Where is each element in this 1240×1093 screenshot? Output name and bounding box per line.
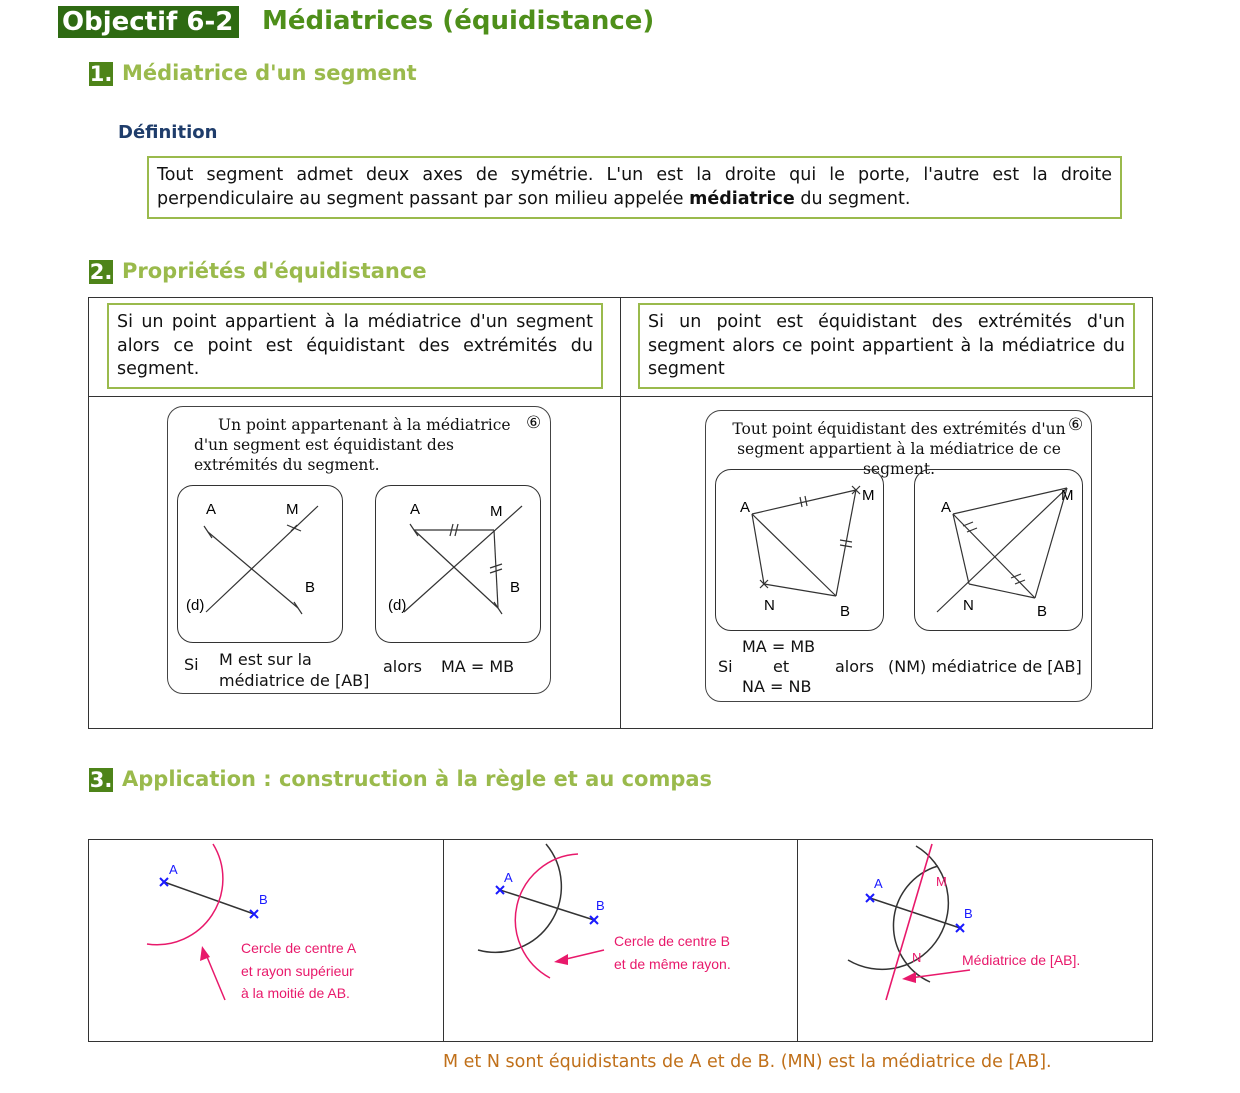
step1-label-b: B bbox=[259, 892, 268, 907]
property-direct: Si un point appartient à la médiatrice d'un segment alors ce point est équidistant des extrémités du segment. bbox=[107, 303, 603, 389]
figure-reciprocal-hyp1: MA = MB bbox=[742, 637, 816, 656]
definition-label: Définition bbox=[118, 122, 218, 143]
figure-reciprocal-2-label-a: A bbox=[941, 499, 952, 516]
figure-reciprocal-label-n: N bbox=[764, 597, 775, 614]
figure-reciprocal-label-m: M bbox=[862, 487, 875, 504]
step3-label-m: M bbox=[936, 874, 947, 889]
figure-direct-hyp-line2: médiatrice de [AB] bbox=[219, 671, 370, 690]
construction-conclusion: M et N sont équidistants de A et de B. (MN) est la médiatrice de [AB]. bbox=[443, 1052, 1052, 1072]
step1-text-line1: Cercle de centre A bbox=[241, 940, 357, 956]
figure-direct-2-label-m: M bbox=[490, 503, 503, 520]
step2-text-line2: et de même rayon. bbox=[614, 956, 731, 972]
step1-text-line2: et rayon supérieur bbox=[241, 963, 354, 979]
figure-direct-2-label-b: B bbox=[510, 579, 521, 596]
step1-text-line3: à la moitié de AB. bbox=[241, 985, 350, 1001]
step2-text-line1: Cercle de centre B bbox=[614, 933, 730, 949]
figure-direct-label-b: B bbox=[305, 579, 316, 596]
figure-reciprocal-sketch-1 bbox=[715, 469, 884, 631]
figure-reciprocal-hyp2: NA = NB bbox=[742, 677, 812, 696]
figure-direct-2-label-a: A bbox=[410, 501, 421, 518]
figure-direct-si: Si bbox=[184, 655, 199, 674]
figure-reciprocal-sketch-2 bbox=[914, 469, 1083, 631]
step3-text-line1: Médiatrice de [AB]. bbox=[962, 952, 1081, 968]
property-reciprocal: Si un point est équidistant des extrémités d'un segment alors ce point appartient à la médiatrice du segment bbox=[638, 303, 1135, 389]
figure-reciprocal-alors: alors bbox=[835, 657, 874, 676]
definition-box bbox=[147, 156, 1122, 219]
figure-direct-2-label-d: (d) bbox=[388, 597, 407, 614]
figure-direct-hyp-line1: M est sur la bbox=[219, 650, 312, 669]
step3-label-n: N bbox=[912, 950, 922, 965]
figure-reciprocal-si: Si bbox=[718, 657, 733, 676]
figure-direct-sketch-1 bbox=[177, 485, 343, 643]
figure-direct-alors: alors bbox=[383, 657, 422, 676]
definition-text-after: du segment. bbox=[794, 188, 911, 209]
figure-reciprocal-badge: ⑥ bbox=[1068, 415, 1084, 435]
section-2-title: Propriétés d'équidistance bbox=[122, 259, 427, 283]
section-1-number: 1. bbox=[89, 62, 113, 86]
section-3-number: 3. bbox=[89, 768, 113, 792]
figure-direct-badge: ⑥ bbox=[526, 413, 542, 433]
figure-reciprocal-2-label-m: M bbox=[1061, 487, 1074, 504]
figure-direct-label-a: A bbox=[206, 501, 217, 518]
section-1-title: Médiatrice d'un segment bbox=[122, 61, 417, 85]
page-title: Médiatrices (équidistance) bbox=[262, 6, 655, 36]
section-3-title: Application : construction à la règle et au compas bbox=[122, 767, 713, 791]
properties-table bbox=[88, 297, 1153, 729]
figure-direct-hypothesis bbox=[219, 649, 369, 691]
construction-step-3 bbox=[798, 840, 1152, 1041]
figure-direct-conclusion: MA = MB bbox=[441, 657, 515, 676]
definition-keyword: médiatrice bbox=[689, 188, 795, 209]
construction-step-1 bbox=[89, 840, 443, 1041]
step3-label-a: A bbox=[874, 876, 883, 891]
construction-steps bbox=[88, 839, 1153, 1042]
figure-reciprocal-property bbox=[705, 410, 1092, 702]
step1-label-a: A bbox=[169, 862, 178, 877]
figure-direct-label-d: (d) bbox=[186, 597, 205, 614]
step2-label-a: A bbox=[504, 870, 513, 885]
definition-text-before: Tout segment admet deux axes de symétrie. L'un est la droite qui le porte, l'autre est la droite perpendiculaire au segment passant par son milieu appelée bbox=[157, 165, 1112, 209]
figure-reciprocal-2-label-b: B bbox=[1037, 603, 1048, 620]
figure-reciprocal-et: et bbox=[773, 657, 790, 676]
figure-reciprocal-conclusion: (NM) médiatrice de [AB] bbox=[888, 657, 1082, 676]
section-2-number: 2. bbox=[89, 260, 113, 284]
construction-step-2 bbox=[444, 840, 797, 1041]
figure-reciprocal-caption: Tout point équidistant des extrémités d'un segment appartient à la médiatrice de ce segment. bbox=[732, 420, 1066, 478]
step2-label-b: B bbox=[596, 898, 605, 913]
objective-badge: Objectif 6-2 bbox=[58, 6, 239, 38]
step3-label-b: B bbox=[964, 906, 973, 921]
figure-direct-sketch-2 bbox=[375, 485, 541, 643]
figure-reciprocal-label-a: A bbox=[740, 499, 751, 516]
figure-direct-label-m: M bbox=[286, 501, 299, 518]
figure-direct-property bbox=[167, 406, 551, 694]
figure-reciprocal-label-b: B bbox=[840, 603, 851, 620]
figure-reciprocal-2-label-n: N bbox=[963, 597, 974, 614]
figure-direct-caption: Un point appartenant à la médiatrice d'un segment est équidistant des extrémités du segment. bbox=[194, 416, 511, 474]
